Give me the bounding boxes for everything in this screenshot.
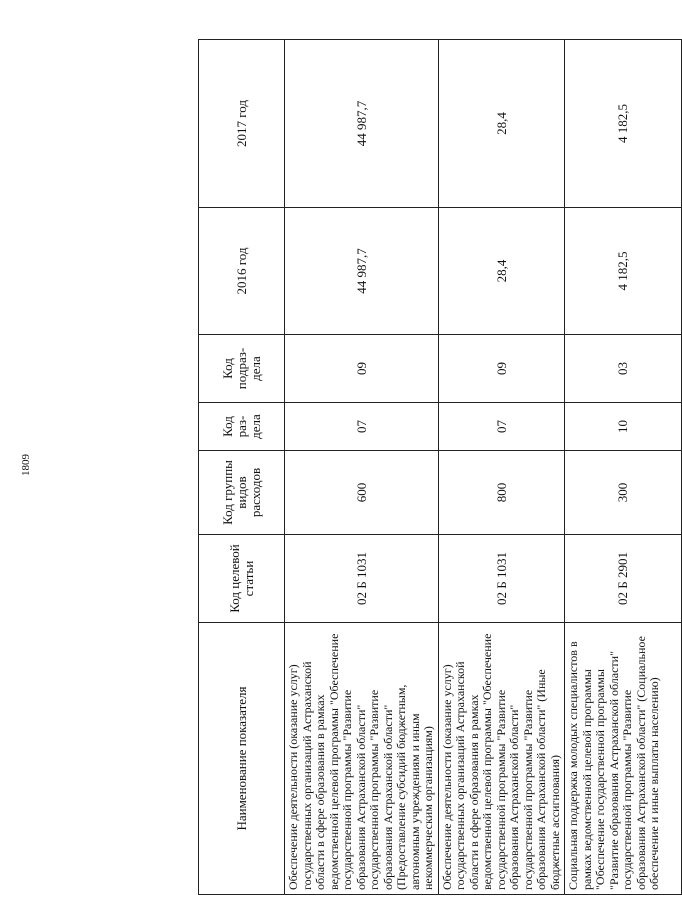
row-indicator-name: Обеспечение деятельности (оказание услуг) государственных организаций Астраханской области в сфере образования в рамках ведомственной целевой программы "Обеспечение государственной программы "Развитие образования Астраханской области" государственной программы "Развитие образования Астраханской области" (Иные бюджетные ассигнования) (438, 623, 565, 895)
row-target-code: 02 Б 2901 (565, 535, 682, 623)
header-year-2016: 2016 год (199, 208, 285, 335)
row-indicator-name: Социальная поддержка молодых специалистов в рамках ведомственной целевой программы "Обеспечение государственной программы "Развитие образования Астраханской области" государственной программы "Развитие образования Астраханской области" (Социальное обеспечение и иные выплаты населению) (565, 623, 682, 895)
row-subsection-code: 09 (438, 335, 565, 403)
table-row (285, 40, 439, 895)
budget-table-container (198, 40, 661, 895)
row-target-code: 02 Б 1031 (438, 535, 565, 623)
header-target-code: Код целевой статьи (199, 535, 285, 623)
header-expense-group-code: Код группы видов расходов (199, 451, 285, 535)
header-subsection-code: Код подраз-дела (199, 335, 285, 403)
row-amount-2017: 28,4 (438, 40, 565, 208)
header-section-code: Код раз-дела (199, 403, 285, 451)
header-year-2017: 2017 год (199, 40, 285, 208)
row-amount-2016: 28,4 (438, 208, 565, 335)
row-expense-group-code: 300 (565, 451, 682, 535)
row-amount-2017: 44 987,7 (285, 40, 439, 208)
row-subsection-code: 03 (565, 335, 682, 403)
row-amount-2016: 44 987,7 (285, 208, 439, 335)
row-indicator-name: Обеспечение деятельности (оказание услуг) государственных организаций Астраханской области в сфере образования в рамках ведомственной целевой программы "Обеспечение государственной программы "Развитие образования Астраханской области" государственной программы "Развитие образования Астраханской области" (Предоставление субсидий бюджетным, автономным учреждениям и иным некоммерческим организациям) (285, 623, 439, 895)
row-expense-group-code: 800 (438, 451, 565, 535)
row-target-code: 02 Б 1031 (285, 535, 439, 623)
page-number: 1809 (20, 454, 32, 476)
row-expense-group-code: 600 (285, 451, 439, 535)
row-subsection-code: 09 (285, 335, 439, 403)
table-row (438, 40, 565, 895)
row-section-code: 07 (438, 403, 565, 451)
row-section-code: 07 (285, 403, 439, 451)
budget-table (198, 39, 682, 895)
table-row (565, 40, 682, 895)
row-amount-2016: 4 182,5 (565, 208, 682, 335)
row-section-code: 10 (565, 403, 682, 451)
row-amount-2017: 4 182,5 (565, 40, 682, 208)
table-header-row (199, 40, 285, 895)
header-indicator-name: Наименование показателя (199, 623, 285, 895)
